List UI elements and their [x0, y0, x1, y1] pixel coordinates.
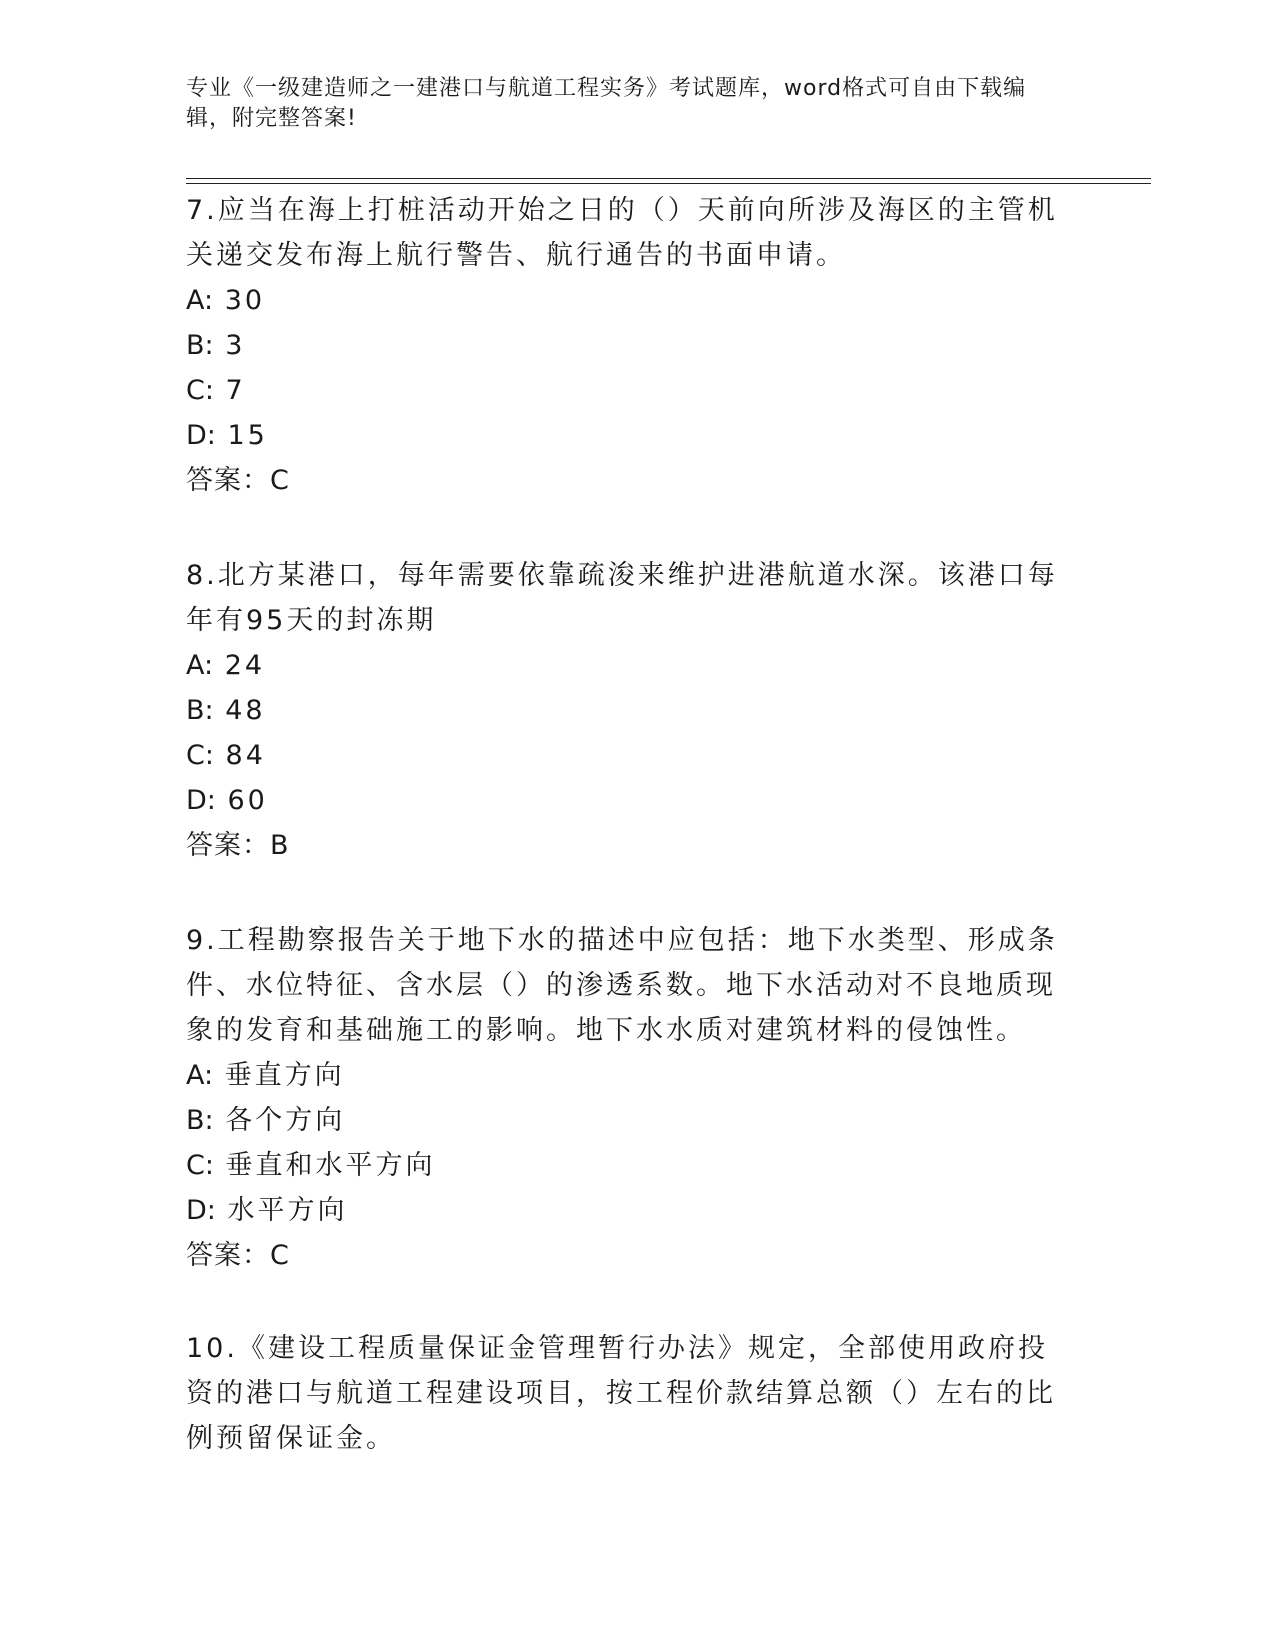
option-c — [186, 733, 1076, 778]
option-letter: B: — [186, 1105, 214, 1136]
question-stem: 8.北方某港口，每年需要依靠疏浚来维护进港航道水深。该港口每年有95天的封冻期 — [186, 560, 1058, 636]
option-letter: A: — [186, 1060, 214, 1091]
option-b — [186, 323, 1076, 368]
header-divider-bottom — [186, 183, 1151, 184]
option-d — [186, 778, 1076, 823]
option-letter: A: — [186, 285, 214, 316]
question-9 — [186, 918, 1076, 1278]
option-letter: C: — [186, 1150, 214, 1181]
option-letter: B: — [186, 330, 214, 361]
document-header — [186, 74, 1066, 134]
option-a — [186, 643, 1076, 688]
question-stem: 7.应当在海上打桩活动开始之日的（）天前向所涉及海区的主管机关递交发布海上航行警告、航行通告的书面申请。 — [186, 195, 1058, 271]
option-c — [186, 368, 1076, 413]
question-7 — [186, 188, 1076, 503]
option-b — [186, 688, 1076, 733]
option-text: 30 — [224, 285, 266, 316]
option-a — [186, 1053, 1076, 1098]
option-text: 15 — [227, 420, 268, 451]
option-letter: C: — [186, 740, 214, 771]
option-letter: D: — [186, 785, 216, 816]
option-text: 各个方向 — [225, 1105, 346, 1136]
option-letter: D: — [186, 1195, 216, 1226]
option-text: 60 — [227, 785, 268, 816]
header-text: 专业《一级建造师之一建港口与航道工程实务》考试题库，word格式可自由下载编辑，附完整答案! — [186, 76, 1027, 131]
answer-line: 答案：C — [186, 1240, 290, 1271]
option-letter: D: — [186, 420, 216, 451]
option-letter: A: — [186, 650, 214, 681]
answer-line: 答案：B — [186, 830, 290, 861]
option-a — [186, 278, 1076, 323]
option-d — [186, 1188, 1076, 1233]
option-letter: C: — [186, 375, 214, 406]
option-b — [186, 1098, 1076, 1143]
option-text: 垂直和水平方向 — [225, 1150, 436, 1181]
option-text: 3 — [225, 330, 246, 361]
option-d — [186, 413, 1076, 458]
option-text: 水平方向 — [227, 1195, 348, 1226]
option-text: 垂直方向 — [224, 1060, 345, 1091]
option-letter: B: — [186, 695, 214, 726]
question-stem: 10.《建设工程质量保证金管理暂行办法》规定，全部使用政府投资的港口与航道工程建设项目，按工程价款结算总额（）左右的比例预留保证金。 — [186, 1333, 1056, 1454]
header-divider-top — [186, 178, 1151, 179]
option-c — [186, 1143, 1076, 1188]
option-text: 48 — [225, 695, 266, 726]
question-10 — [186, 1326, 1076, 1461]
option-text: 24 — [224, 650, 266, 681]
option-text: 84 — [225, 740, 266, 771]
question-stem: 9.工程勘察报告关于地下水的描述中应包括：地下水类型、形成条件、水位特征、含水层（）的渗透系数。地下水活动对不良地质现象的发育和基础施工的影响。地下水水质对建筑材料的侵蚀性。 — [186, 925, 1058, 1046]
answer-line: 答案：C — [186, 465, 290, 496]
question-8 — [186, 553, 1076, 868]
option-text: 7 — [225, 375, 246, 406]
